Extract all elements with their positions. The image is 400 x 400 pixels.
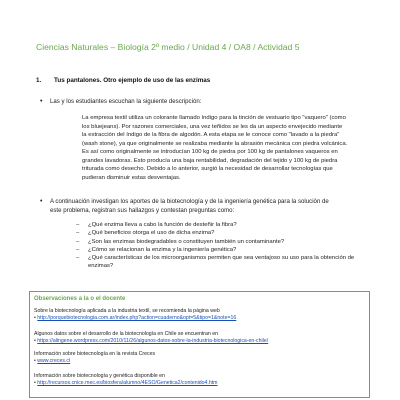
note-text: Información sobre biotecnología y genética disponible en	[34, 373, 165, 379]
note-link[interactable]: https://alingene.wordpress.com/2010/11/26/algunos-datos-sobre-la-industria-biotecnologica-en-chile/	[37, 338, 269, 344]
description-quote: La empresa textil utiliza un colorante llamado índigo para la tinción de vestuario tipo "vaquero" (como los bluejeans). Por razones comerciales, una vez teñidos se les da un aspecto envejecido mediante la extracción del índigo de la fibra de algodón. A esta etapa se le conoce como "lavado a la piedra" (wash stone), ya que originalmente se realizaba mediante la abrasión mecánica con piedra volcánica. Es así como originalmente se introducían 100 kg de piedra por 100 kg de pantalones vaqueros en grandes lavadoras. Esto producía una baja rentabilidad, degradación del tejido y 100 kg de piedra triturada como desecho. Debido a lo anterior, surgió la necesidad de desarrollar tecnologías que pudieran disminuir estas desventajas.	[82, 115, 348, 181]
section-heading	[36, 77, 210, 84]
note-link-row	[34, 358, 366, 365]
note-link-row	[34, 380, 366, 387]
teacher-notes-title: Observaciones a la o el docente	[34, 296, 126, 302]
note-item	[34, 331, 366, 345]
question-item: – ¿Qué beneficios otorga el uso de dicha enzima?	[76, 229, 356, 237]
question-item: – ¿Qué características de los microorganismos permiten que sea ventajoso su uso para la obtención de enzimas?	[76, 254, 356, 271]
note-link[interactable]: http://porquebiotecnologia.com.ar/index.php?action=cuaderno&opt=5&tipo=1&note=16	[37, 315, 237, 321]
note-link-row	[34, 338, 366, 345]
note-text: Algunos datos sobre el desarrollo de la biotecnología en Chile se encuentran en	[34, 331, 218, 337]
question-item: – ¿Cómo se relacionan la enzima y la ingeniería genética?	[76, 246, 356, 254]
intro-bullet: • Las y los estudiantes escuchan la siguiente descripción:	[50, 98, 350, 107]
note-item	[34, 351, 366, 365]
section-number: 1.	[36, 77, 42, 84]
note-text: Información sobre biotecnología en la revista Creces	[34, 351, 156, 357]
question-item: – ¿Son las enzimas biodegradables o constituyen también un contaminante?	[76, 238, 356, 246]
note-item	[34, 373, 366, 387]
note-text: Sobre la biotecnología aplicada a la industria textil, se recomienda la página web	[34, 308, 220, 314]
teacher-notes-box	[29, 291, 370, 398]
note-link[interactable]: www.creces.cl	[37, 358, 71, 364]
note-link[interactable]: http://recursos.cnice.mec.es/biosfera/alumno/4ESO/Genetica2/contenido4.htm	[37, 380, 218, 386]
continuation-bullet: • A continuación investigan los aportes de la biotecnología y de la ingeniería genética para la solución de este problema, registran sus hallazgos y contestan preguntas como:	[50, 198, 340, 215]
document-header: Ciencias Naturales – Biología 2º medio / Unidad 4 / OA8 / Actividad 5	[36, 42, 300, 52]
question-item: – ¿Qué enzima lleva a cabo la función de desteñir la fibra?	[76, 221, 356, 229]
note-link-row	[34, 315, 366, 322]
question-list	[76, 221, 356, 271]
note-item	[34, 308, 366, 322]
section-title: Tus pantalones. Otro ejemplo de uso de las enzimas	[54, 77, 211, 84]
